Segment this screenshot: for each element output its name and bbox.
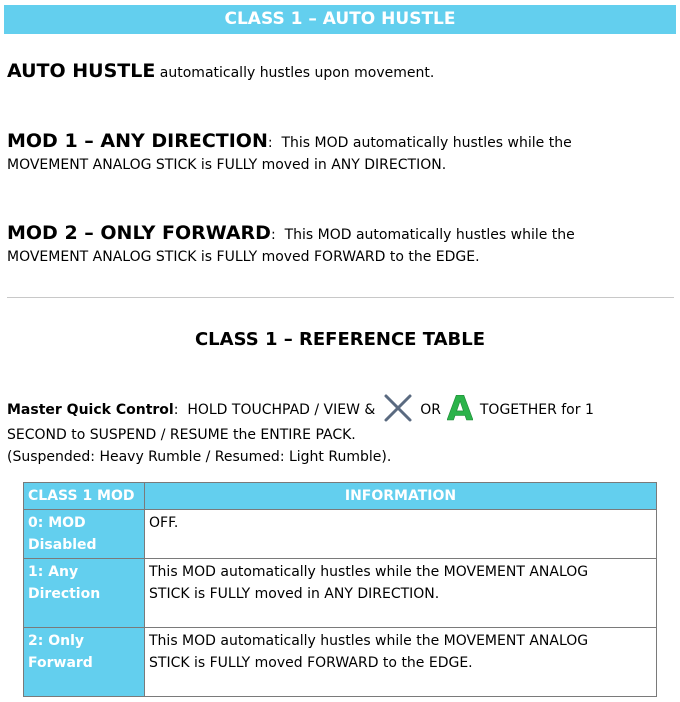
info-line1: This MOD automatically hustles while the MOVEMENT ANALOG	[149, 564, 589, 580]
mod1-description	[7, 130, 572, 176]
mod1-colon: :	[267, 135, 273, 151]
master-text-line3: (Suspended: Heavy Rumble / Resumed: Light Rumble).	[7, 449, 392, 465]
mod-label-line1: 1: Any	[28, 564, 79, 580]
table-cell-info	[145, 510, 657, 559]
auto-hustle-term: AUTO HUSTLE	[7, 60, 156, 82]
master-text-line2: SECOND to SUSPEND / RESUME the ENTIRE PACK.	[7, 427, 356, 443]
section-divider	[7, 297, 674, 298]
auto-hustle-text: automatically hustles upon movement.	[155, 65, 435, 81]
table-cell-mod	[24, 559, 145, 628]
mod-label-line2: Direction	[28, 586, 101, 602]
table-cell-mod	[24, 628, 145, 697]
mod-label-line2: Forward	[28, 655, 93, 671]
auto-hustle-intro	[7, 60, 434, 84]
reference-table-title: CLASS 1 – REFERENCE TABLE	[194, 329, 486, 350]
master-text-post: TOGETHER for 1	[475, 402, 594, 418]
mod1-text-line2: MOVEMENT ANALOG STICK is FULLY moved in ANY DIRECTION.	[7, 157, 447, 173]
table-cell-mod	[24, 510, 145, 559]
reference-table	[23, 482, 657, 697]
a-button-letter: A	[447, 391, 474, 423]
mod2-colon: :	[270, 227, 276, 243]
table-row	[24, 559, 657, 628]
table-header-row	[24, 483, 657, 510]
table-header-information: INFORMATION	[145, 483, 657, 510]
master-text-or: OR	[415, 402, 446, 418]
info-line2: STICK is FULLY moved in ANY DIRECTION.	[149, 586, 440, 602]
master-text-pre: HOLD TOUCHPAD / VIEW &	[178, 402, 380, 418]
table-cell-info	[145, 559, 657, 628]
a-button-icon	[447, 391, 473, 423]
x-button-icon	[382, 392, 414, 424]
mod2-text-line2: MOVEMENT ANALOG STICK is FULLY moved FORWARD to the EDGE.	[7, 249, 480, 265]
mod-label-line1: 2: Only	[28, 633, 85, 649]
master-colon: :	[173, 402, 179, 418]
mod1-text-line1: This MOD automatically hustles while the	[272, 135, 572, 151]
mod-label-line1: 0: MOD	[28, 515, 86, 531]
master-quick-control-label: Master Quick Control	[7, 402, 174, 418]
mod-label-line2: Disabled	[28, 537, 97, 553]
mod1-term: MOD 1 – ANY DIRECTION	[7, 130, 268, 152]
info-line1: This MOD automatically hustles while the MOVEMENT ANALOG	[149, 633, 589, 649]
mod2-term: MOD 2 – ONLY FORWARD	[7, 222, 271, 244]
mod2-text-line1: This MOD automatically hustles while the	[275, 227, 575, 243]
table-row	[24, 510, 657, 559]
info-line1: OFF.	[149, 515, 179, 531]
mod2-description	[7, 222, 575, 268]
table-row	[24, 628, 657, 697]
class-title-banner: CLASS 1 – AUTO HUSTLE	[4, 5, 676, 34]
table-header-mod: CLASS 1 MOD	[24, 483, 145, 510]
master-quick-control	[7, 391, 667, 468]
info-line2: STICK is FULLY moved FORWARD to the EDGE.	[149, 655, 473, 671]
table-cell-info	[145, 628, 657, 697]
